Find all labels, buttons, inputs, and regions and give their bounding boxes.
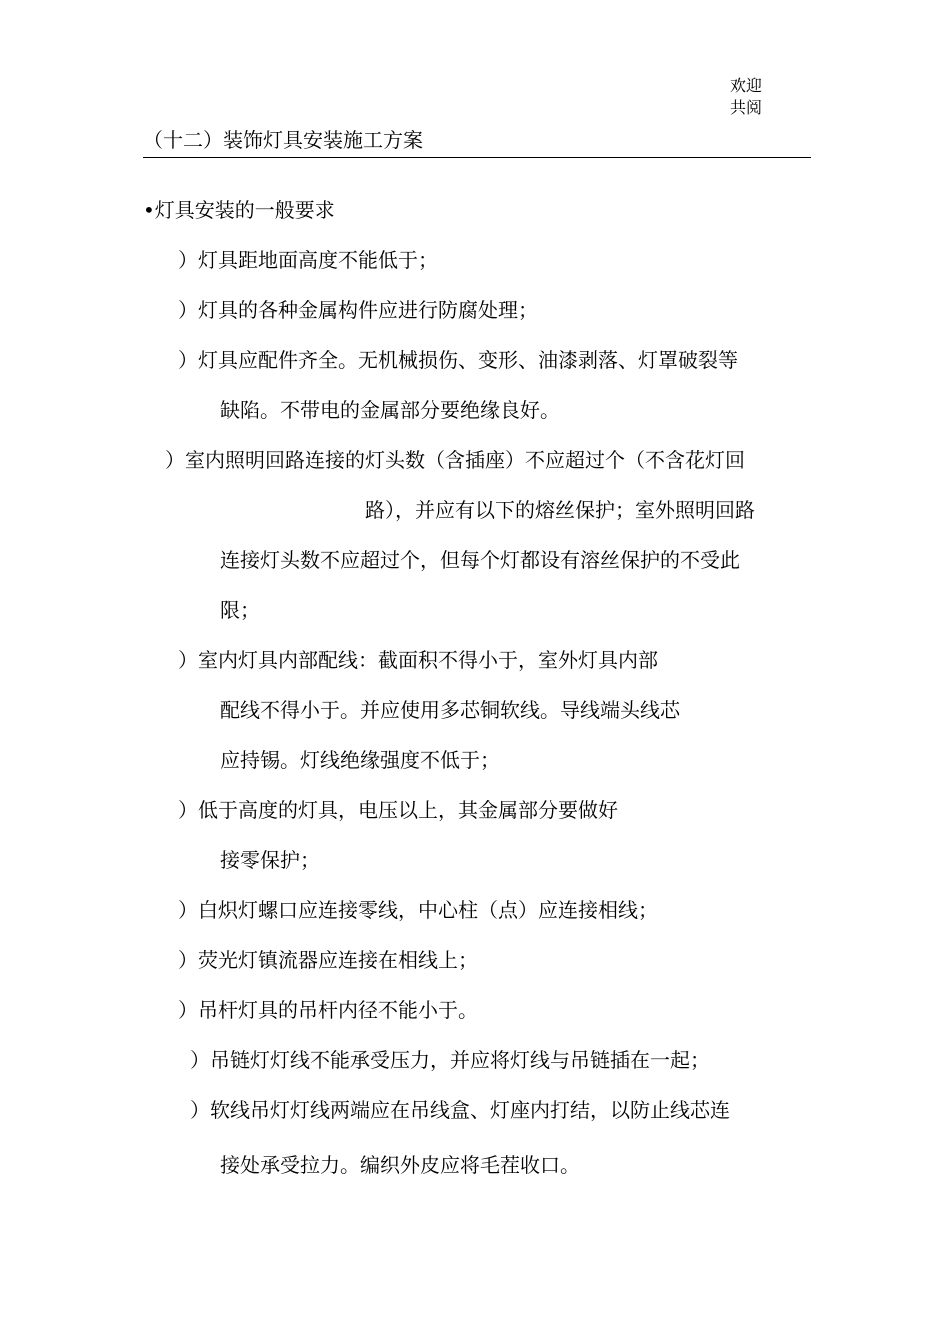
list-item: ）灯具的各种金属构件应进行防腐处理；: [178, 298, 538, 322]
list-item: ）白炽灯螺口应连接零线，中心柱（点）应连接相线；: [178, 898, 658, 922]
header-note: [730, 75, 762, 119]
list-item: ）室内灯具内部配线：截面积不得小于，室外灯具内部: [178, 648, 658, 672]
list-item-continuation: 连接灯头数不应超过个，但每个灯都设有溶丝保护的不受此: [220, 548, 740, 572]
header-note-line-1: 欢迎: [730, 76, 763, 95]
list-item: ）室内照明回路连接的灯头数（含插座）不应超过个（不含花灯回: [165, 448, 745, 472]
list-item-continuation: 限；: [220, 598, 260, 622]
list-item-continuation: 缺陷。不带电的金属部分要绝缘良好。: [220, 398, 560, 422]
document-title: （十二）装饰灯具安装施工方案: [143, 128, 423, 152]
list-item: ）荧光灯镇流器应连接在相线上；: [178, 948, 478, 972]
list-item-continuation: 接处承受拉力。编织外皮应将毛茬收口。: [220, 1153, 580, 1177]
list-item: ）灯具距地面高度不能低于；: [178, 248, 438, 272]
list-item: ）低于高度的灯具，电压以上，其金属部分要做好: [178, 798, 618, 822]
list-item: ）灯具应配件齐全。无机械损伤、变形、油漆剥落、灯罩破裂等: [178, 348, 738, 372]
list-item-continuation: 配线不得小于。并应使用多芯铜软线。导线端头线芯: [220, 698, 680, 722]
list-item: ）吊杆灯具的吊杆内径不能小于。: [178, 998, 478, 1022]
list-item: ）吊链灯灯线不能承受压力，并应将灯线与吊链插在一起；: [190, 1048, 710, 1072]
list-item-continuation: 接零保护；: [220, 848, 320, 872]
list-item-continuation: 应持锡。灯线绝缘强度不低于；: [220, 748, 500, 772]
header-note-line-2: 共阅: [730, 98, 763, 117]
title-divider: [143, 157, 811, 158]
list-item: ）软线吊灯灯线两端应在吊线盒、灯座内打结，以防止线芯连: [190, 1098, 730, 1122]
section-heading: •灯具安装的一般要求: [143, 198, 335, 222]
list-item-continuation: 路），并应有以下的熔丝保护；室外照明回路: [365, 498, 755, 522]
